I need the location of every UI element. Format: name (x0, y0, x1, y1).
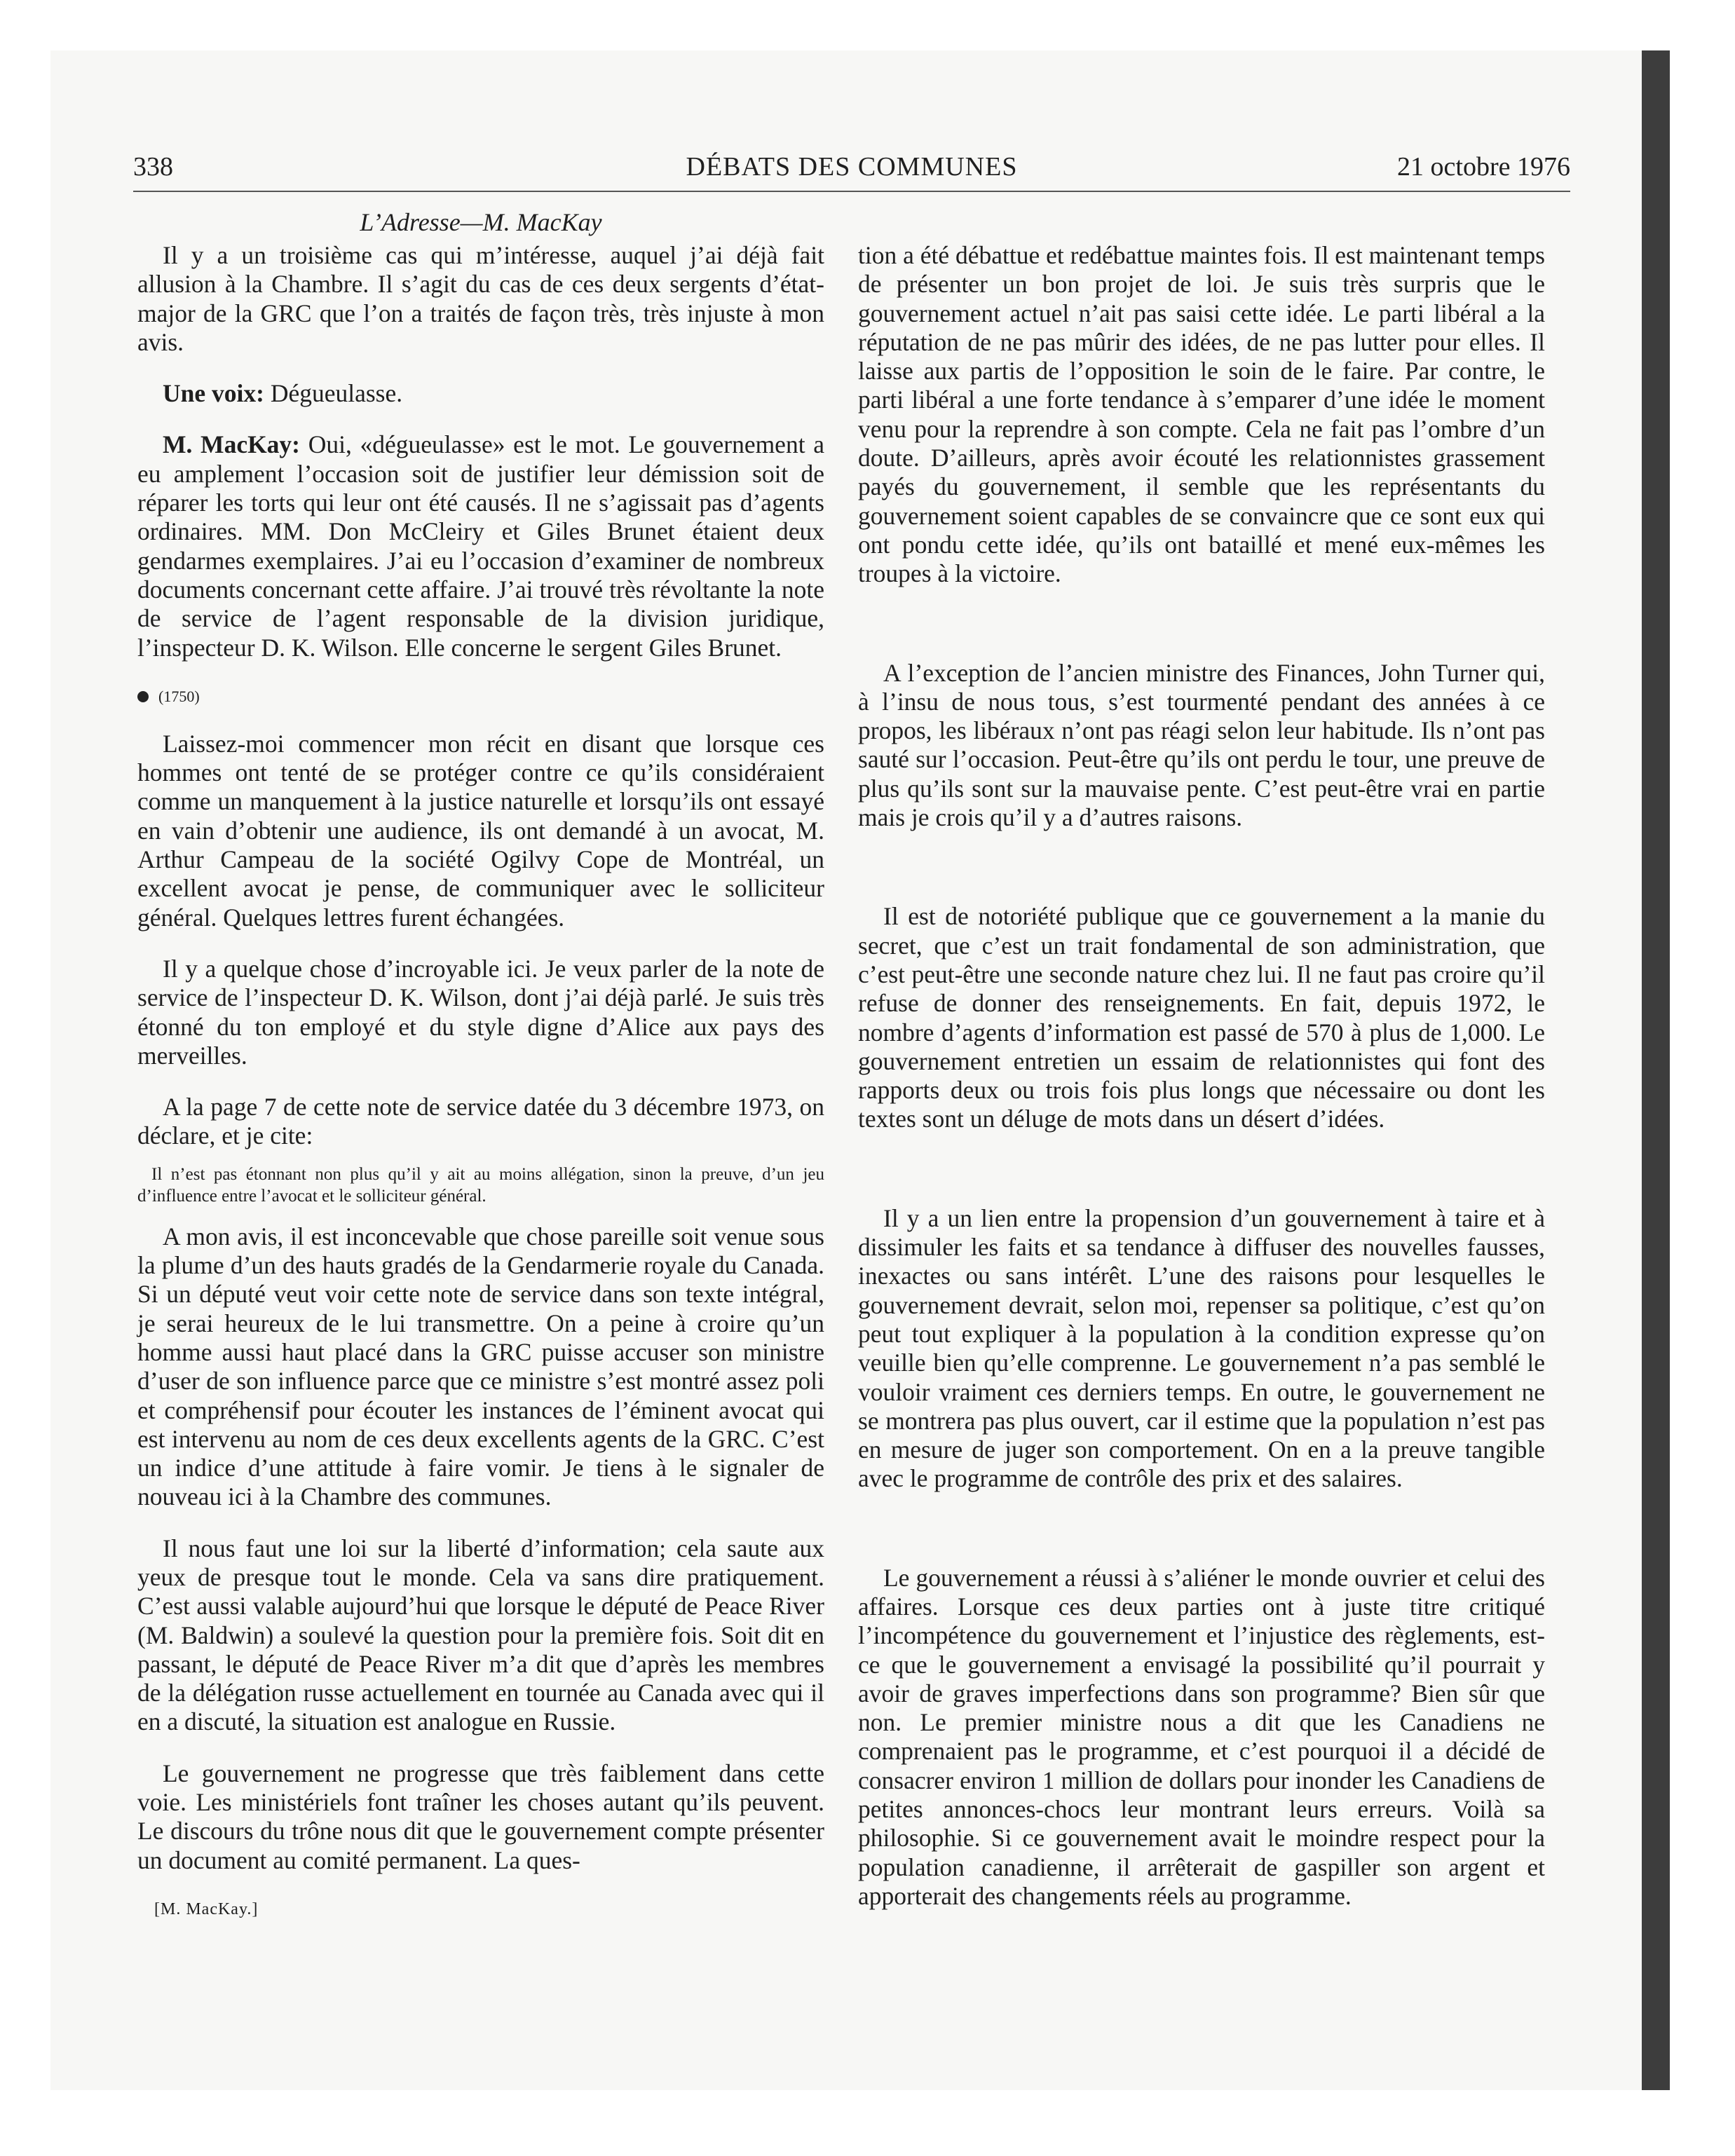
running-header (133, 146, 1570, 192)
issue-date: 21 octobre 1976 (1397, 152, 1570, 182)
interjection (137, 379, 824, 408)
page-number: 338 (133, 152, 173, 182)
speaker-name: Une voix: (163, 379, 264, 408)
section-heading: L’Adresse—M. MacKay (360, 208, 602, 236)
paragraph: Il est de notoriété publique que ce gouvernement a la manie du secret, que c’est un trait fondamental de son administration, que c’est peut-être une seconde nature chez lui. Il ne faut pas croire qu’il refuse de donner des renseignements. En fait, depuis 1972, le nombre d’agents d’information est passé de 570 à plus de 1,000. Le gouvernement entretien un essaim de relationnistes qui font des rapports deux ou trois fois plus longs que nécessaire ou dont les textes sont un déluge de mots dans un désert d’idées. (858, 902, 1545, 1133)
paragraph: Il y a quelque chose d’incroyable ici. Je veux parler de la note de service de l’inspecteur D. K. Wilson, dont j’ai déjà parlé. Je suis très étonné du ton employé et du style digne d’Alice aux pays des merveilles. (137, 954, 824, 1070)
paragraph: Il y a un troisième cas qui m’intéresse, auquel j’ai déjà fait allusion à la Chambre. Il s’agit du cas de ces deux sergents d’état-major de la GRC que l’on a traités de façon très, très injuste à mon avis. (137, 241, 824, 356)
paragraph: Il nous faut une loi sur la liberté d’information; cela saute aux yeux de presque tout le monde. Cela va sans dire pratiquement. C’est aussi valable aujourd’hui que lorsque le député de Peace River (M. Baldwin) a soulevé la question pour la première fois. Soit dit en passant, le député de Peace River m’a dit que d’après les membres de la délégation russe actuellement en tournée au Canada avec qui il en a discuté, la situation est analogue en Russie. (137, 1534, 824, 1736)
paragraph: Le gouvernement a réussi à s’aliéner le monde ouvrier et celui des affaires. Lorsque ces deux parties ont à juste titre critiqué l’incompétence du gouvernement et l’injustice des règlements, est-ce que le gouvernement a envisagé la possibilité qu’il pourrait y avoir de graves imperfections dans son programme? Bien sûr que non. Le premier ministre nous a dit que les Canadiens ne comprenaient pas le programme, et c’est pourquoi il a décidé de consacrer environ 1 million de dollars pour inonder les Canadiens de petites annonces-chocs leur montrant leurs erreurs. Voilà sa philosophie. Si ce gouvernement avait le moindre respect pour la population canadienne, il arrêterait de gaspiller son argent et apporterait des changements réels au programme. (858, 1563, 1545, 1910)
right-column (858, 241, 1545, 1911)
paragraph: A la page 7 de cette note de service datée du 3 décembre 1973, on déclare, et je cite: (137, 1093, 824, 1150)
scan-edge-shadow (1642, 50, 1670, 2090)
speaker-name: M. MacKay: (163, 430, 301, 459)
time-marker (137, 686, 824, 707)
publication-title: DÉBATS DES COMMUNES (686, 152, 1018, 182)
paragraph: A mon avis, il est inconcevable que chose pareille soit venue sous la plume d’un des hauts gradés de la Gendarmerie royale du Canada. Si un député veut voir cette note de service dans son texte intégral, je serai heureux de le lui transmettre. On a peine à croire qu’un homme aussi haut placé dans la GRC puisse accuser son ministre d’user de son influence parce que ce ministre s’est montré assez poli et compréhensif pour écouter les instances de l’éminent avocat qui est intervenu au nom de ces deux excellents agents de la GRC. C’est un indice d’une attitude à faire vomir. Je tiens à le signaler de nouveau ici à la Chambre des communes. (137, 1222, 824, 1511)
speaker-attribution: [M. MacKay.] (154, 1899, 259, 1918)
time-marker-text: (1750) (158, 687, 200, 705)
paragraph: tion a été débattue et redébattue maintes fois. Il est maintenant temps de présenter un bon projet de loi. Je suis très surpris que le gouvernement actuel n’ait pas saisi cette idée. Le parti libéral a la réputation de ne pas mûrir des idées, de ne pas lutter pour elles. Il laisse aux partis de l’opposition le soin de le faire. Par contre, le parti libéral a une forte tendance à s’emparer d’une idée le moment venu pour la reprendre à son compte. Cela ne fait pas l’ombre d’un doute. D’ailleurs, après avoir écouté les relationnistes grassement payés du gouvernement, il semble que les représentants du gouvernement soient capables de se convaincre que ce sont eux qui ont pondu cette idée, qu’ils ont bataillé et mené eux-mêmes les troupes à la victoire. (858, 241, 1545, 588)
paragraph: Laissez-moi commencer mon récit en disant que lorsque ces hommes ont tenté de se protéger contre ce qu’ils considéraient comme un manquement à la justice naturelle et lorsqu’ils ont essayé en vain d’obtenir une audience, ils ont demandé à un avocat, M. Arthur Campeau de la société Ogilvy Cope de Montréal, un excellent avocat je pense, de communiquer avec le solliciteur général. Quelques lettres furent échangées. (137, 729, 824, 932)
speech-text: Oui, «dégueulasse» est le mot. Le gouvernement a eu amplement l’occasion soit de justifier leur démission soit de réparer les torts qui leur ont été causés. Il ne s’agissait pas d’agents ordinaires. MM. Don McCleiry et Giles Brunet étaient deux gendarmes exemplaires. J’ai eu l’occasion d’examiner de nombreux documents concernant cette affaire. J’ai trouvé très révoltante la note de service de l’agent responsable de la division juridique, l’inspecteur D. K. Wilson. Elle concerne le sergent Giles Brunet. (137, 430, 824, 662)
block-quote: Il n’est pas étonnant non plus qu’il y ait au moins allégation, sinon la preuve, d’un jeu d’influence entre l’avocat et le solliciteur général. (137, 1164, 824, 1206)
paragraph: Il y a un lien entre la propension d’un gouvernement à taire et à dissimuler les faits et sa tendance à diffuser des nouvelles fausses, inexactes ou sans intérêt. L’une des raisons pour lesquelles le gouvernement devrait, selon moi, repenser sa politique, c’est qu’on peut tout expliquer à la population à la condition expresse qu’on veuille bien qu’elle comprenne. Le gouvernement n’a pas semblé le vouloir vraiment ces derniers temps. En outre, le gouvernement ne se montrera pas plus ouvert, car il estime que la population n’est pas en mesure de juger son comportement. On en a la preuve tangible avec le programme de contrôle des prix et des salaires. (858, 1203, 1545, 1493)
speech-text: Dégueulasse. (264, 379, 403, 408)
paragraph: Le gouvernement ne progresse que très faiblement dans cette voie. Les ministériels font traîner les choses autant qu’ils peuvent. Le discours du trône nous dit que le gouvernement compte présenter un document au comité permanent. La ques- (137, 1759, 824, 1874)
paragraph: A l’exception de l’ancien ministre des Finances, John Turner qui, à l’insu de nous tous, s’est tourmenté pendant des années à ce propos, les libéraux n’ont pas réagi selon leur habitude. Ils n’ont pas sauté sur l’occasion. Peut-être qu’ils ont perdu le tour, une preuve de plus qu’ils sont sur la mauvaise pente. C’est peut-être vrai en partie mais je crois qu’il y a d’autres raisons. (858, 658, 1545, 832)
speech (137, 430, 824, 662)
bullet-icon (137, 691, 149, 702)
left-column (137, 207, 824, 1920)
